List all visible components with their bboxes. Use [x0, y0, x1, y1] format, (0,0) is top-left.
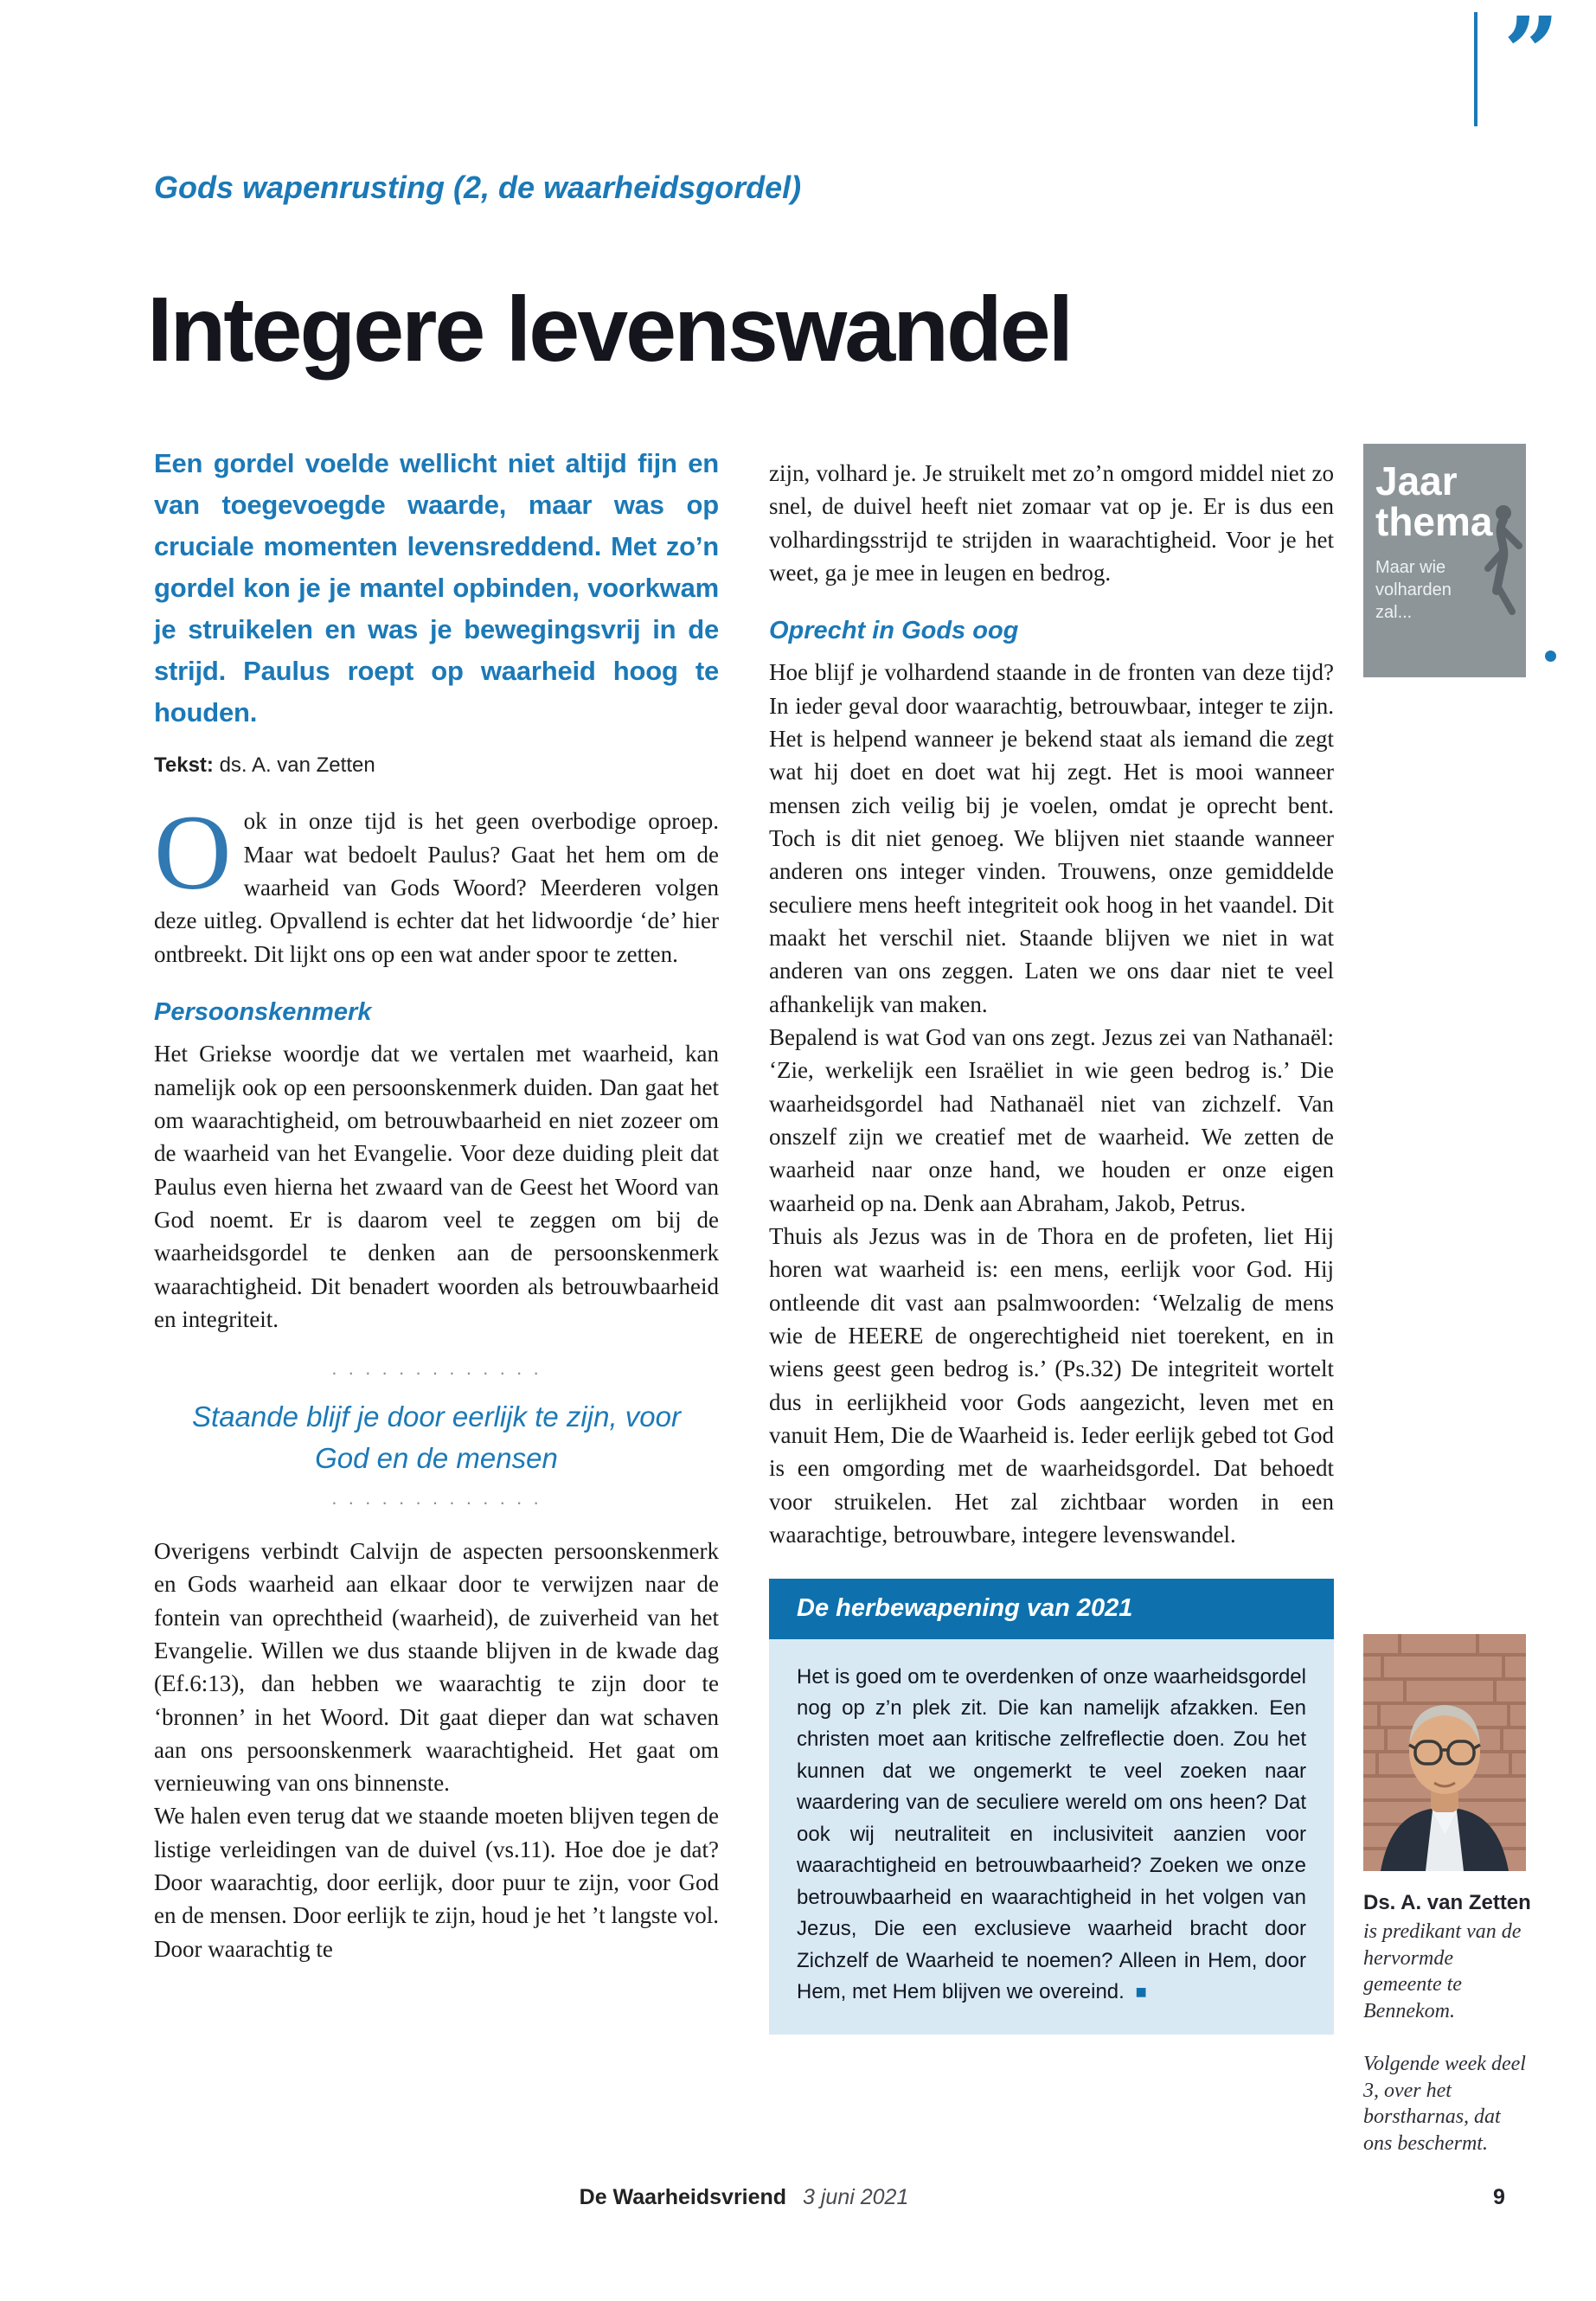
footer-brand: De Waarheidsvriend — [579, 2185, 787, 2209]
caption-role: is predikant van de hervormde gemeente te Bennekom. — [1363, 1920, 1522, 2023]
climber-icon — [1477, 501, 1529, 631]
dots-divider: · · · · · · · · · · · · · — [330, 1362, 542, 1384]
next-week-note: Volgende week deel 3, over het borstharnas, dat ons beschermt. — [1363, 2052, 1526, 2156]
intro-paragraph: Een gordel voelde wellicht niet altijd fijn en van toegevoegde waarde, maar was op cruciale momenten levensreddend. Met zo’n gordel kon je je mantel opbinden, voorkwam je struikelen en was je bewegingsvrij in de strijd. Paulus roept op waarheid hoog te houden. — [154, 448, 719, 728]
top-right-rule — [1474, 12, 1477, 126]
footer-date: 3 juni 2021 — [803, 2185, 909, 2209]
portrait-caption — [1363, 1891, 1535, 2157]
dropcap: O — [154, 793, 232, 913]
page-number: 9 — [1493, 2185, 1505, 2209]
end-mark-icon: ■ — [1135, 1981, 1147, 2003]
subhead-oprecht-in-gods-oog: Oprecht in Gods oog — [769, 617, 1019, 645]
page-title: Integere levenswandel — [147, 279, 1072, 381]
paragraph: We halen even terug dat we staande moeten blijven tegen de listige verleidingen van de duivel (vs.11). Hoe doe je dat? Door waarachtig, door eerlijk, door puur te zijn, voor God en de mensen. Door eerlijk te zijn, houd je het ’t langste vol. Door waarachtig te — [154, 1803, 719, 1962]
right-column — [769, 457, 1334, 2035]
left-column — [154, 443, 719, 1965]
portrait-photo — [1363, 1634, 1526, 1871]
portrait-illustration — [1363, 1634, 1526, 1871]
jaarthema-word-2: thema — [1375, 498, 1493, 544]
jaarthema-word-1: Jaar — [1375, 458, 1458, 503]
jaarthema-box — [1363, 444, 1526, 677]
infobox-title: De herbewapening van 2021 — [769, 1579, 1334, 1638]
pull-quote-text: Staande blijf je door eerlijk te zijn, voor God en de mensen — [192, 1400, 681, 1475]
paragraph: Bepalend is wat God van ons zegt. Jezus zei van Nathanaël: ‘Zie, werkelijk een Israëliet in wie geen bedrog is.’ Die waarheidsgordel had Nathanaël niet van zichzelf. Van onszelf zijn we creatief met de waarheid. We zetten de waarheid naar onze hand, we houden er onze eigen waarheid op na. Denk aan Abraham, Jakob, Petrus. — [769, 1024, 1334, 1216]
subhead-persoonskenmerk: Persoonskenmerk — [154, 998, 372, 1027]
byline-label: Tekst: — [154, 753, 214, 778]
paragraph: zijn, volhard je. Je struikelt met zo’n omgord middel niet zo snel, de duivel heeft niet zomaar vat op je. Er is dus een volhardingsstrijd te strijden in waarachtigheid. Voor je het weet, ga je mee in leugen en bedrog. — [769, 460, 1334, 586]
paragraph: Het Griekse woordje dat we vertalen met waarheid, kan namelijk ook op een persoonskenmerk duiden. Dan gaat het om waarachtigheid, om betrouwbaarheid en niet zozeer om de waarheid van het Evangelie. Voor deze duiding pleit dat Paulus even hierna het zwaard van de Geest het Woord van God noemt. Er is daarom veel te zeggen om bij de waarheidsgordel te denken aan de persoonskenmerk waarachtigheid. Dit benadert woorden als betrouwbaarheid en integriteit. — [154, 1041, 719, 1332]
kicker: Gods wapenrusting (2, de waarheidsgordel) — [154, 170, 802, 205]
paragraph: Overigens verbindt Calvijn de aspecten persoonskenmerk en Gods waarheid aan elkaar door te verwijzen naar de fontein van oprechtheid (waarheid), de zuiverheid van het Evangelie. Willen we dus staande blijven in de kwade dag (Ef.6:13), dan hebben we waarachtig te zijn door te ‘bronnen’ in het Woord. Dit gaat dieper dan wat schaven aan ons persoonskenmerk waarachtigheid. Het gaat om vernieuwing van ons binnenste. — [154, 1537, 719, 1797]
paragraph-text: ok in onze tijd is het geen overbodige oproep. Maar wat bedoelt Paulus? Gaat het hem om de waarheid van Gods Woord? Meerderen volgen deze uitleg. Opvallend is echter dat het lidwoordje ‘de’ hier ontbreekt. Dit lijkt ons op een wat ander spoor te zetten. — [154, 808, 719, 967]
caption-name: Ds. A. van Zetten — [1363, 1891, 1531, 1914]
byline-author: ds. A. van Zetten — [219, 753, 375, 778]
infobox — [769, 1579, 1334, 2034]
page-footer — [154, 2185, 1334, 2210]
pull-quote-block — [154, 1363, 719, 1512]
quotation-mark-icon: ” — [1503, 0, 1560, 110]
paragraph: Hoe blijf je volhardend staande in de fronten van deze tijd? In ieder geval door waarachtig, betrouwbaar, integer te zijn. Het is helpend wanneer je bekend staat als iemand die zegt wat hij doet en doet wat hij zegt. Het is mooi wanneer mensen zich veilig bij je voelen, omdat je oprecht bent. Toch is dit niet genoeg. We blijven niet staande wanneer anderen ons integer vinden. Trouwens, onze gemiddelde seculiere mens heeft integriteit ook hoog in het vaandel. Dit maakt het verschil niet. Staande blijven we niet in wat anderen van ons zeggen. Laten we ons daar niet te veel afhankelijk van maken. — [769, 659, 1334, 1017]
jaarthema-subtitle: Maar wie volharden zal... — [1375, 557, 1452, 622]
byline — [154, 751, 719, 780]
accent-dot — [1545, 651, 1556, 662]
paragraph: Thuis als Jezus was in de Thora en de profeten, liet Hij horen wat waarheid is: een mens, eerlijk voor God. Hij ontleende dit vast aan psalmwoorden: ‘Welzalig de mens wie de HEERE de ongerechtigheid niet toerekent, en in wiens geest geen bedrog is.’ (Ps.32) De integriteit wortelt dus in eerlijkheid voor Gods aangezicht, leven met en vanuit Hem, Die de Waarheid is. Ieder eerlijk gebed tot God is een omgording met de waarheidsgordel. Dat behoedt voor struikelen. Het zal zichtbaar worden in een waarachtige, betrouwbare, integere levenswandel. — [769, 1223, 1334, 1548]
paragraph — [154, 793, 719, 971]
dots-divider: · · · · · · · · · · · · · — [330, 1490, 542, 1513]
infobox-text: Het is goed om te overdenken of onze waarheidsgordel nog op z’n plek zit. Die kan namelijk afzakken. Een christen moet aan kritische zelfreflectie doen. Zou het kunnen dat we ongemerkt te veel zoeken naar waardering van de seculiere wereld om ons heen? Dat ook wij neutraliteit en inclusiviteit aanzien voor waarachtigheid en betrouwbaarheid? Zoeken we onze betrouwbaarheid en waarachtigheid in het volgen van Jezus, Die een exclusieve waarheid bracht door Zichzelf de Waarheid te noemen? Alleen in Hem, door Hem, met Hem blijven we overeind. — [797, 1664, 1306, 2004]
infobox-body — [769, 1639, 1334, 2035]
